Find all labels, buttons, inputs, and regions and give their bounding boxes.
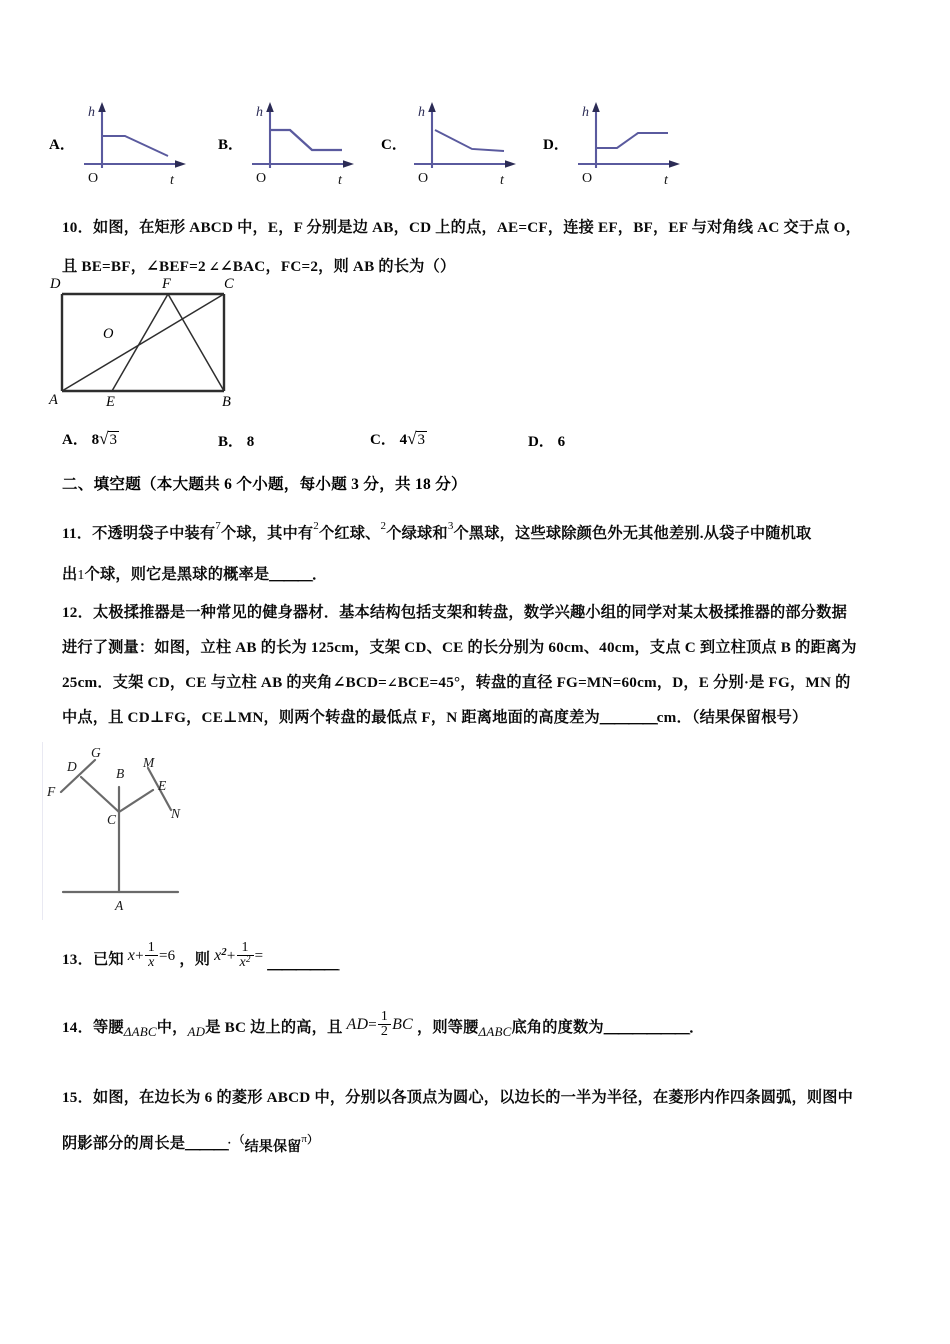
- q14-triangle-2: ΔABC: [478, 1024, 512, 1039]
- q11-line-2: [62, 558, 327, 593]
- q9-option-a-label: A．: [49, 137, 75, 153]
- q13-answer-blank[interactable]: ＿＿＿＿＿: [267, 955, 339, 972]
- q10-answer-b-coef: 8: [246, 434, 255, 450]
- q13-expr2-x-exponent: 2: [221, 947, 227, 958]
- q10-answer-d-coef: 6: [557, 434, 566, 450]
- svg-text:O: O: [256, 171, 267, 186]
- q14-ad-2: AD: [346, 1016, 369, 1033]
- q13-expr1-plus: +: [135, 948, 144, 964]
- svg-text:E: E: [158, 778, 167, 793]
- q11-line2-a: 出: [62, 566, 78, 583]
- q14-seg-4: ，则等腰: [416, 1019, 479, 1036]
- svg-text:G: G: [91, 745, 101, 760]
- q11-line2-b: 个球，则它是黑球的概率是: [84, 566, 270, 583]
- q10-answer-a-coef: 8: [91, 432, 100, 448]
- q13-expr2-den-x: x: [239, 955, 246, 971]
- svg-text:D: D: [67, 759, 77, 774]
- q10-angle-symbol: ∠: [208, 259, 220, 275]
- q9-option-d-label: D．: [543, 137, 569, 153]
- q11-seg-1: 11．不透明袋子中装有: [62, 525, 216, 543]
- section-2-heading: 二、填空题（本大题共 6 个小题，每小题 3 分，共 18 分）: [62, 476, 467, 493]
- q13-expr1-numerator: 1: [147, 939, 155, 955]
- q12-line-1: 12．太极揉推器是一种常见的健身器材．基本结构包括支架和转盘，数学兴趣小组的同学对某太极揉推器的部分数据: [62, 604, 847, 621]
- q10-answer-b[interactable]: [218, 430, 254, 451]
- q13-expr2-denominator: [237, 955, 254, 970]
- q11-draw-count: 1: [77, 568, 85, 583]
- svg-text:t: t: [664, 173, 668, 188]
- q14-equals: =: [368, 1017, 377, 1033]
- q10-answer-a-label: A．: [62, 432, 88, 448]
- q15-line-1: 15．如图，在边长为 6 的菱形 ABCD 中，分别以各顶点为圆心，以边长的一半为半径，在菱形内作四条圆弧，则图中: [62, 1089, 854, 1106]
- q12-line-2: 进行了测量：如图，立柱 AB 的长为 125cm，支架 CD、CE 的长分别为 60cm、40cm，支点 C 到立柱顶点 B 的距离为: [62, 639, 857, 656]
- svg-text:A: A: [49, 392, 58, 408]
- q15-line2-a: 阴影部分的周长是: [62, 1135, 186, 1152]
- q11-red-balls: 2: [313, 520, 319, 532]
- q10-answer-b-label: B．: [218, 434, 244, 450]
- q10-answer-c-label: C．: [370, 432, 396, 448]
- q13-expr2-x: x: [214, 947, 222, 964]
- svg-text:B: B: [222, 394, 231, 408]
- q14-fraction-denominator: 2: [378, 1024, 391, 1039]
- q10-answer-a[interactable]: [62, 428, 119, 449]
- q15-answer-blank[interactable]: ＿＿＿: [185, 1135, 228, 1152]
- q9-option-c-graph: [408, 96, 538, 196]
- q13-expr1-x: x: [127, 947, 136, 964]
- q9-option-b-label: B．: [218, 137, 244, 153]
- svg-text:h: h: [418, 105, 425, 120]
- q14-answer-blank[interactable]: ＿＿＿＿＿＿: [603, 1019, 689, 1036]
- svg-text:D: D: [50, 276, 61, 292]
- q12-line-3: [62, 666, 851, 700]
- q14-fraction-one-half: [378, 1010, 391, 1040]
- q9-option-c-label: C．: [381, 137, 407, 153]
- svg-text:h: h: [256, 105, 263, 120]
- q12-figure-taiji-machine: [42, 742, 243, 920]
- svg-text:h: h: [88, 105, 95, 120]
- svg-text:O: O: [103, 326, 114, 342]
- svg-text:M: M: [143, 755, 155, 770]
- q12-line4-a: 中点，且 CD⊥FG，CE⊥MN，则两个转盘的最低点 F，N 距离地面的高度差为: [62, 709, 600, 726]
- q13-seg-2: ，则: [179, 951, 211, 968]
- svg-text:t: t: [338, 173, 342, 188]
- svg-text:O: O: [418, 171, 429, 186]
- q10-answer-c-radical: √3: [407, 429, 425, 448]
- q14-seg-2: 中，: [156, 1019, 188, 1036]
- q14-triangle-1: ΔABC: [123, 1024, 157, 1039]
- svg-text:B: B: [116, 766, 125, 781]
- svg-text:E: E: [106, 394, 115, 408]
- svg-text:A: A: [115, 898, 124, 913]
- q14-seg-3: 是 BC 边上的高，且: [205, 1019, 343, 1036]
- q11-line2-c: ．: [311, 566, 328, 583]
- svg-text:t: t: [170, 173, 174, 188]
- q10-answer-d[interactable]: [528, 430, 565, 451]
- q11-green-balls: 2: [380, 520, 387, 532]
- svg-text:O: O: [582, 171, 593, 186]
- q14-seg-1: 14．等腰: [62, 1019, 124, 1036]
- q10-line2-part-c: ）: [439, 258, 456, 276]
- q11-total-balls: 7: [215, 520, 221, 532]
- q11-line-1: [62, 512, 811, 551]
- q9-option-b-graph: [246, 96, 376, 196]
- q14-seg-6: ．: [688, 1019, 705, 1036]
- q14-line: [62, 1008, 705, 1045]
- q12-line-4: [62, 701, 807, 735]
- q14-ad-1: AD: [187, 1024, 206, 1039]
- q10-answer-c[interactable]: [370, 428, 427, 449]
- q11-black-balls: 3: [447, 520, 454, 532]
- q12-line3-b: BCE=45°，转盘的直径 FG=MN=60cm，D，E 分别·是 FG，MN 的: [397, 674, 851, 691]
- q12-angle-symbol: ∠: [387, 676, 398, 690]
- q15-line-2: [62, 1127, 318, 1162]
- q12-answer-blank[interactable]: ＿＿＿＿: [599, 709, 657, 726]
- q11-seg-2: 个球，其中有: [220, 525, 314, 543]
- q14-seg-5: 底角的度数为: [511, 1019, 604, 1036]
- q15-line2-d: ）: [307, 1134, 319, 1146]
- q13-expr2-equals: =: [254, 948, 264, 964]
- q15-line2-c: 结果保留: [244, 1140, 302, 1155]
- q15-pi-symbol: π: [301, 1133, 308, 1145]
- q14-bc: BC: [392, 1016, 413, 1033]
- q13-expr1-equals: =6: [158, 948, 176, 964]
- q13-line: [62, 939, 339, 979]
- q10-answer-a-radical: √3: [99, 429, 117, 448]
- svg-text:h: h: [582, 105, 589, 120]
- q11-seg-4: 个绿球和: [386, 525, 448, 543]
- svg-text:t: t: [500, 173, 504, 188]
- q13-expr2-den-exponent: 2: [245, 954, 251, 965]
- q12-line4-b: cm．（结果保留根号）: [656, 709, 808, 726]
- svg-text:N: N: [171, 806, 181, 821]
- svg-text:O: O: [88, 171, 99, 186]
- q13-expr2-plus: +: [226, 948, 236, 964]
- q11-answer-blank[interactable]: ＿＿＿: [269, 566, 312, 583]
- svg-text:C: C: [224, 276, 234, 292]
- q13-seg-1: 13．已知: [62, 951, 124, 968]
- q11-seg-5: 个黑球，这些球除颜色外无其他差别.从袋子中随机取: [453, 525, 812, 543]
- q10-answer-d-label: D．: [528, 434, 554, 450]
- q10-line2-part-b: ∠BAC，FC=2，则 AB 的长为（: [219, 258, 440, 276]
- q10-figure-rectangle-abcd: [44, 276, 284, 408]
- q10-answer-a-radicand: 3: [109, 432, 117, 448]
- q9-option-graphs: [0, 88, 950, 198]
- q11-seg-3: 个红球、: [318, 525, 381, 543]
- q9-option-a-graph: [78, 96, 208, 196]
- q10-line2-part-a: 且 BE=BF，∠BEF=2: [62, 258, 206, 276]
- q10-angle-coefficient: [206, 253, 209, 265]
- q13-expr2-numerator: 1: [241, 939, 249, 955]
- q10-answer-c-coef: 4: [399, 432, 408, 448]
- q10-line-1: 10．如图，在矩形 ABCD 中，E，F 分别是边 AB，CD 上的点，AE=CF，连接 EF，BF，EF 与对角线 AC 交于点 O，: [62, 219, 862, 236]
- q13-expr2-fraction: [237, 941, 254, 971]
- q12-line3-a: 25cm．支架 CD，CE 与立柱 AB 的夹角∠BCD=: [62, 674, 388, 691]
- svg-text:C: C: [107, 812, 117, 827]
- svg-text:F: F: [162, 276, 171, 292]
- svg-text:F: F: [47, 784, 56, 799]
- q15-line2-b: ．（: [227, 1134, 245, 1146]
- q13-expr1-fraction: [145, 941, 158, 971]
- q13-expr1-denominator: x: [145, 955, 158, 970]
- q14-fraction-numerator: 1: [380, 1008, 389, 1024]
- q9-option-d-graph: [572, 96, 702, 196]
- q10-answer-c-radicand: 3: [417, 432, 425, 448]
